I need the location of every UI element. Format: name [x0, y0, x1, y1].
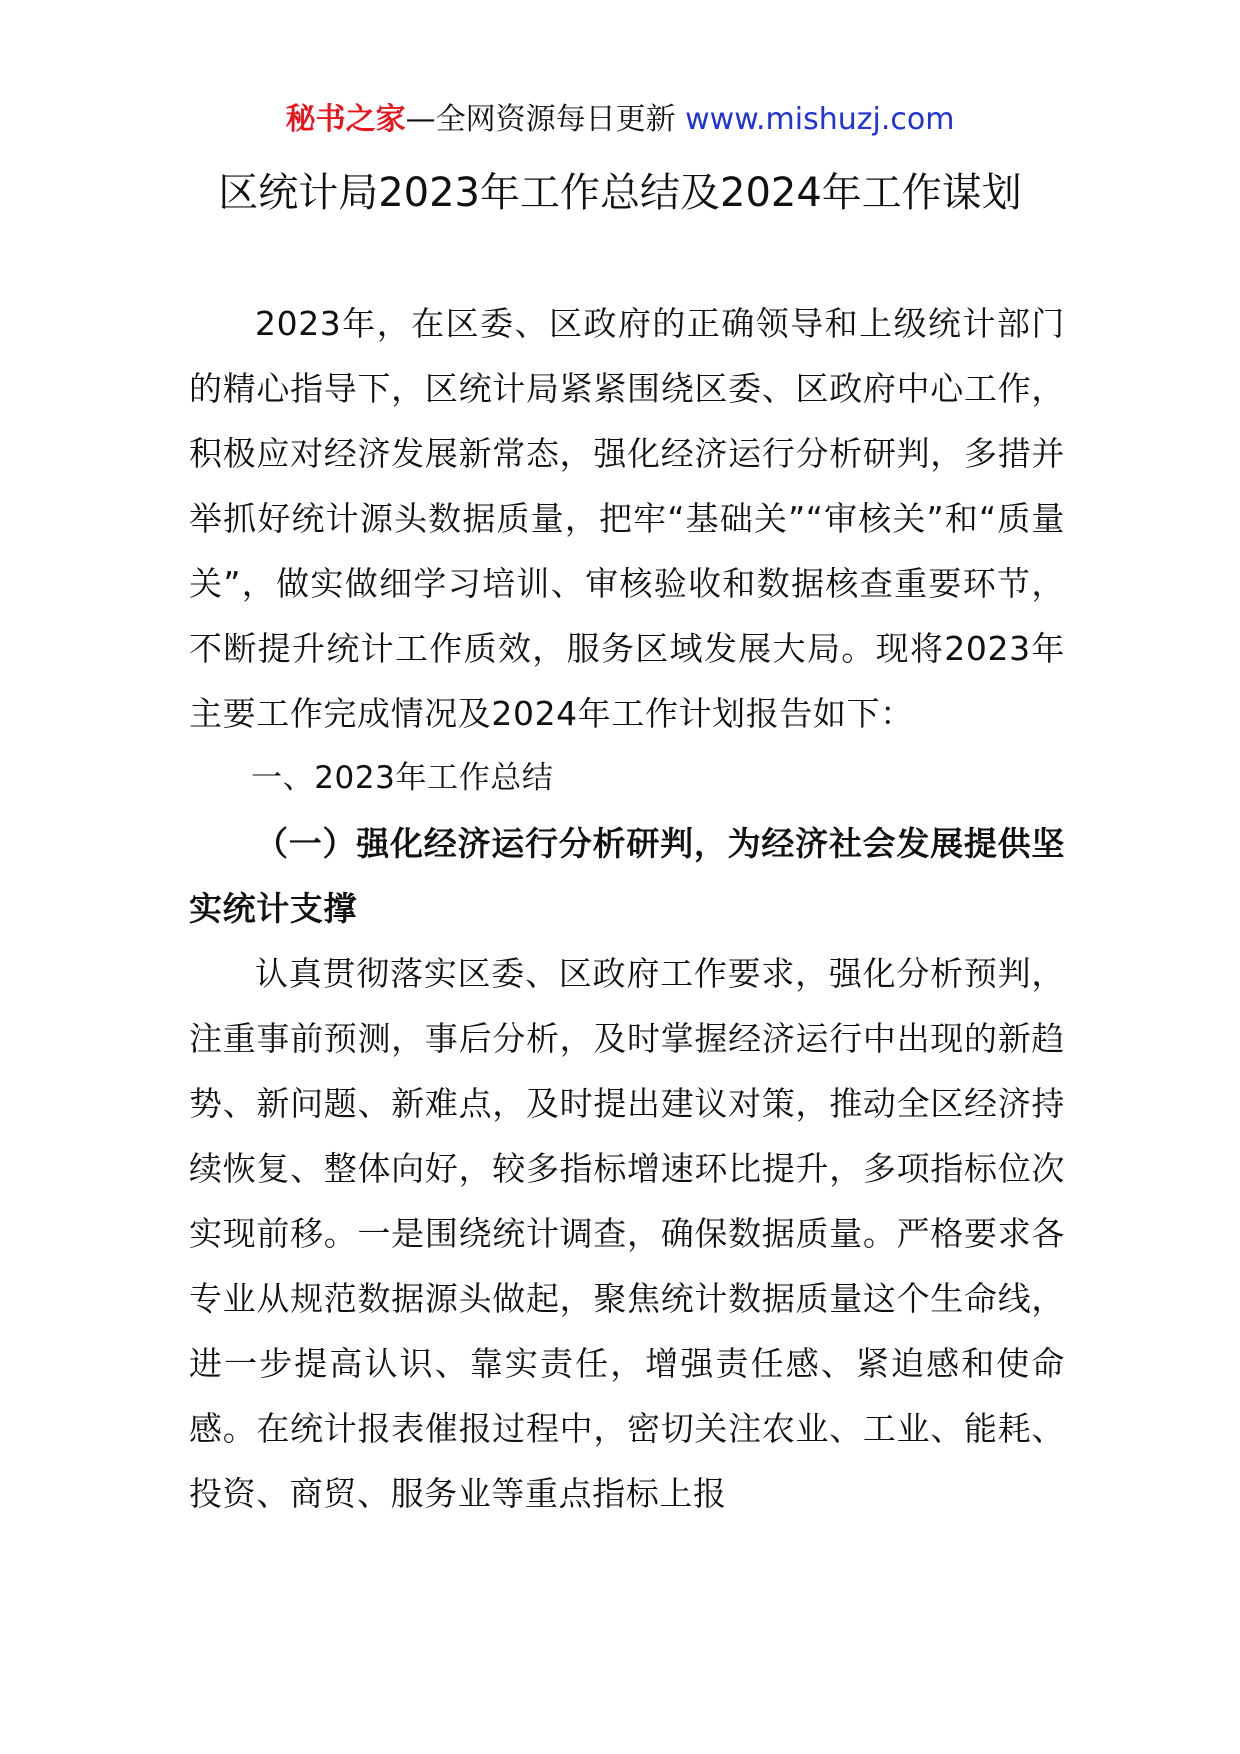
body-paragraph: 认真贯彻落实区委、区政府工作要求，强化分析预判，注重事前预测，事后分析，及时掌握经济运行中出现的新趋势、新问题、新难点，及时提出建议对策，推动全区经济持续恢复、整体向好，较多指标增速环比提升，多项指标位次实现前移。一是围绕统计调查，确保数据质量。严格要求各专业从规范数据源头做起，聚焦统计数据质量这个生命线，进一步提高认识、靠实责任，增强责任感、紧迫感和使命感。在统计报表催报过程中，密切关注农业、工业、能耗、投资、商贸、服务业等重点指标上报	[189, 954, 1065, 1513]
header-banner	[0, 100, 1240, 140]
intro-paragraph: 2023年，在区委、区政府的正确领导和上级统计部门的精心指导下，区统计局紧紧围绕区委、区政府中心工作，积极应对经济发展新常态，强化经济运行分析研判，多措并举抓好统计源头数据质量，把牢“基础关”“审核关”和“质量关”，做实做细学习培训、审核验收和数据核查重要环节，不断提升统计工作质效，服务区域发展大局。现将2023年主要工作完成情况及2024年工作计划报告如下：	[189, 304, 1065, 733]
document-title: 区统计局2023年工作总结及2024年工作谋划	[218, 170, 1022, 216]
website-link[interactable]: www.mishuzj.com	[685, 102, 955, 137]
brand-name: 秘书之家	[285, 102, 406, 137]
subsection-heading: （一）强化经济运行分析研判，为经济社会发展提供坚实统计支撑	[189, 824, 1065, 928]
document-body	[189, 291, 1065, 1526]
section-heading: 一、2023年工作总结	[251, 760, 554, 796]
header-slogan: —全网资源每日更新	[405, 102, 686, 137]
